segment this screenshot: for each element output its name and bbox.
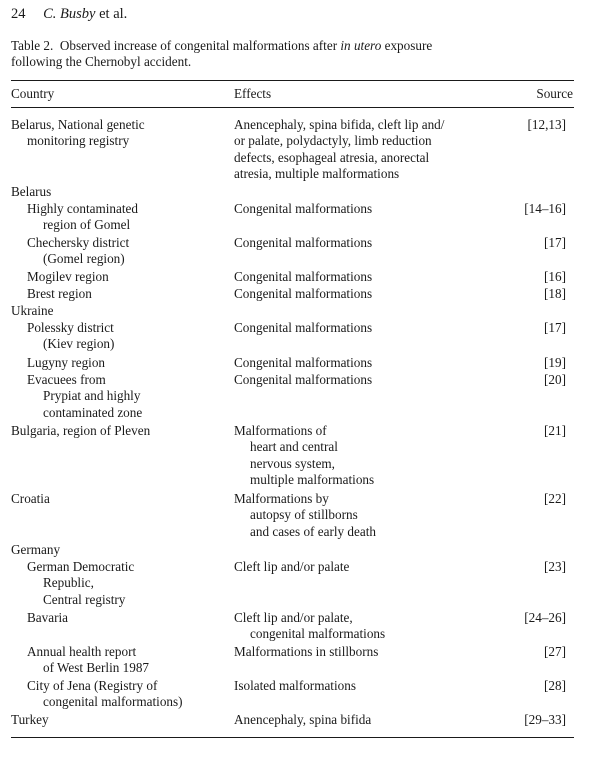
- source-cell: [24–26]: [524, 610, 566, 625]
- effects-cell: [234, 201, 504, 217]
- effects-cell: [234, 559, 504, 575]
- effects-line: nervous system,: [250, 455, 335, 471]
- author-etal: et al.: [99, 6, 128, 22]
- source-cell: [19]: [544, 355, 566, 370]
- country-line: (Kiev region): [43, 336, 115, 352]
- effects-line: Malformations by: [234, 491, 329, 506]
- country-line: Belarus, National genetic: [11, 117, 145, 132]
- effects-line: and cases of early death: [250, 523, 376, 539]
- effects-line: Congenital malformations: [234, 372, 373, 387]
- effects-line: defects, esophageal atresia, anorectal: [234, 149, 430, 165]
- effects-line: Anencephaly, spina bifida: [234, 712, 372, 727]
- country-line: of West Berlin 1987: [43, 660, 150, 676]
- effects-line: congenital malformations: [250, 626, 386, 642]
- effects-line: Congenital malformations: [234, 235, 373, 250]
- country-line: region of Gomel: [43, 217, 131, 233]
- caption-emphasis: in utero: [340, 38, 382, 53]
- country-line: Belarus: [11, 184, 52, 199]
- country-cell: [11, 491, 226, 507]
- country-line: Evacuees from: [27, 372, 106, 387]
- country-cell: [11, 303, 226, 319]
- effects-cell: [234, 117, 504, 182]
- effects-line: Cleft lip and/or palate: [234, 559, 350, 574]
- country-line: Annual health report: [27, 644, 137, 659]
- caption-line2: following the Chernobyl accident.: [11, 54, 192, 69]
- country-line: Lugyny region: [27, 355, 106, 370]
- caption-label: Table 2.: [11, 38, 54, 53]
- effects-cell: [234, 320, 504, 336]
- country-cell: [11, 235, 226, 268]
- caption-text-before: Observed increase of congenital malformations after: [59, 38, 338, 53]
- source-cell: [22]: [544, 491, 566, 506]
- effects-line: Congenital malformations: [234, 201, 373, 216]
- country-line: German Democratic: [27, 559, 135, 574]
- country-line: Bulgaria, region of Pleven: [11, 423, 151, 438]
- country-line: Republic,: [43, 575, 94, 591]
- effects-cell: [234, 372, 504, 388]
- effects-line: Congenital malformations: [234, 286, 373, 301]
- country-line: Brest region: [27, 286, 92, 301]
- country-line: Polessky district: [27, 320, 114, 335]
- source-cell: [14–16]: [524, 201, 566, 216]
- country-line: contaminated zone: [43, 404, 143, 420]
- effects-cell: [234, 286, 504, 302]
- country-cell: [11, 269, 226, 285]
- country-cell: [11, 372, 226, 421]
- source-cell: [12,13]: [527, 117, 566, 132]
- effects-cell: [234, 712, 504, 728]
- effects-cell: [234, 644, 504, 660]
- country-line: City of Jena (Registry of: [27, 678, 158, 693]
- running-head: [11, 6, 127, 23]
- author-name: C. Busby: [43, 6, 96, 22]
- country-cell: [11, 678, 226, 711]
- effects-line: Malformations of: [234, 423, 327, 438]
- table-caption: [11, 38, 571, 70]
- country-line: Highly contaminated: [27, 201, 138, 216]
- country-cell: [11, 117, 226, 150]
- source-cell: [17]: [544, 235, 566, 250]
- header-rule: [11, 107, 574, 108]
- country-line: Chechersky district: [27, 235, 130, 250]
- country-line: monitoring registry: [27, 133, 130, 149]
- author-line: [43, 6, 127, 22]
- effects-line: Malformations in stillborns: [234, 644, 379, 659]
- country-cell: [11, 644, 226, 677]
- effects-line: Congenital malformations: [234, 320, 373, 335]
- source-cell: [17]: [544, 320, 566, 335]
- table-bottom-rule: [11, 737, 574, 738]
- effects-cell: [234, 235, 504, 251]
- country-line: (Gomel region): [43, 251, 125, 267]
- source-cell: [21]: [544, 423, 566, 438]
- table-top-rule: [11, 80, 574, 81]
- country-line: Central registry: [43, 591, 126, 607]
- source-cell: [16]: [544, 269, 566, 284]
- effects-cell: [234, 491, 504, 540]
- country-line: Prypiat and highly: [43, 388, 141, 404]
- caption-text-after: exposure: [384, 38, 433, 53]
- country-cell: [11, 201, 226, 234]
- effects-line: Isolated malformations: [234, 678, 356, 693]
- source-cell: [18]: [544, 286, 566, 301]
- effects-line: Congenital malformations: [234, 355, 373, 370]
- effects-line: Cleft lip and/or palate,: [234, 610, 353, 625]
- effects-line: or palate, polydactyly, limb reduction: [234, 133, 432, 149]
- header-effects: Effects: [234, 86, 272, 101]
- country-line: Ukraine: [11, 303, 54, 318]
- source-cell: [27]: [544, 644, 566, 659]
- country-cell: [11, 423, 226, 439]
- effects-line: autopsy of stillborns: [250, 507, 358, 523]
- country-cell: [11, 286, 226, 302]
- effects-cell: [234, 678, 504, 694]
- page-number: 24: [11, 6, 26, 22]
- country-line: Bavaria: [27, 610, 69, 625]
- country-cell: [11, 542, 226, 558]
- source-cell: [29–33]: [524, 712, 566, 727]
- effects-cell: [234, 610, 504, 643]
- effects-line: multiple malformations: [250, 471, 375, 487]
- effects-cell: [234, 269, 504, 285]
- country-cell: [11, 610, 226, 626]
- country-line: congenital malformations): [43, 694, 183, 710]
- country-cell: [11, 712, 226, 728]
- effects-line: heart and central: [250, 439, 338, 455]
- effects-cell: [234, 355, 504, 371]
- effects-cell: [234, 423, 504, 488]
- country-cell: [11, 320, 226, 353]
- country-line: Turkey: [11, 712, 49, 727]
- country-line: Croatia: [11, 491, 50, 506]
- source-cell: [23]: [544, 559, 566, 574]
- source-cell: [20]: [544, 372, 566, 387]
- country-cell: [11, 559, 226, 608]
- header-source: Source: [536, 86, 573, 101]
- effects-line: Anencephaly, spina bifida, cleft lip and/: [234, 117, 445, 132]
- country-line: Germany: [11, 542, 61, 557]
- effects-line: atresia, multiple malformations: [234, 165, 400, 181]
- country-cell: [11, 355, 226, 371]
- source-cell: [28]: [544, 678, 566, 693]
- effects-line: Congenital malformations: [234, 269, 373, 284]
- country-cell: [11, 184, 226, 200]
- country-line: Mogilev region: [27, 269, 109, 284]
- header-country: Country: [11, 86, 55, 101]
